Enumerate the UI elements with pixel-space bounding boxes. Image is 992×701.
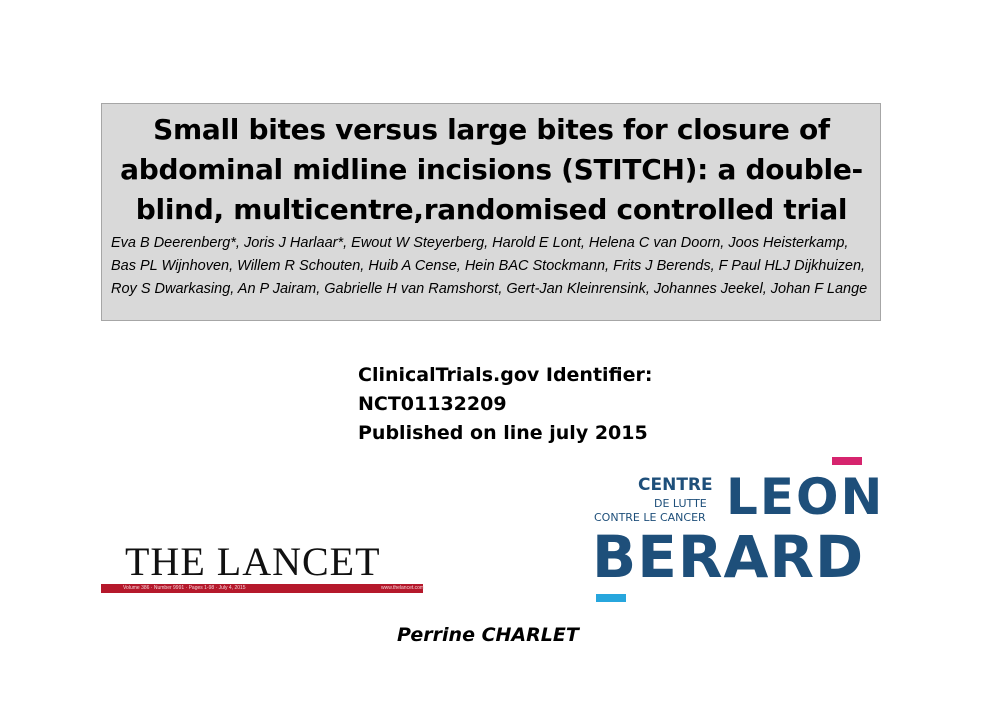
logo-line-contre: CONTRE LE CANCER <box>594 511 706 524</box>
published-date: Published on line july 2015 <box>358 422 648 444</box>
lancet-wordmark: THE LANCET <box>125 539 381 584</box>
logo-line-de-lutte: DE LUTTE <box>654 497 707 510</box>
trial-info <box>358 361 653 448</box>
lancet-logo <box>101 530 423 596</box>
logo-line-centre: CENTRE <box>638 475 713 495</box>
leon-berard-logo <box>590 455 885 605</box>
title-box <box>101 103 881 321</box>
presenter-name: Perrine CHARLET <box>397 624 579 646</box>
logo-word-berard: BERARD <box>592 523 865 591</box>
cyan-bar <box>596 594 626 602</box>
lancet-bar-url: www.thelancet.com <box>381 585 425 591</box>
lancet-bar <box>101 584 423 593</box>
paper-authors: Eva B Deerenberg*, Joris J Harlaar*, Ewout W Steyerberg, Harold E Lont, Helena C van Doorn, Joos Heisterkamp, Bas PL Wijnhoven, Willem R Schouten, Huib A Cense, Hein BAC Stockmann, Frits J Berends, F Paul HLJ Dijkhuizen, Roy S Dwarkasing, An P Jairam, Gabrielle H van Ramshorst, Gert-Jan Kleinrensink, Johannes Jeekel, Johan F Lange <box>111 235 868 297</box>
logo-word-leon: LEON <box>726 468 885 526</box>
lancet-bar-issue: Volume 386 · Number 9991 · Pages 1-98 · July 4, 2015 <box>123 585 246 591</box>
identifier-label: ClinicalTrials.gov Identifier: <box>358 364 653 386</box>
pink-bar <box>832 457 862 465</box>
identifier-value: NCT01132209 <box>358 393 507 415</box>
paper-title: Small bites versus large bites for closure of abdominal midline incisions (STITCH): a double-blind, multicentre,randomised controlled trial <box>120 113 863 226</box>
